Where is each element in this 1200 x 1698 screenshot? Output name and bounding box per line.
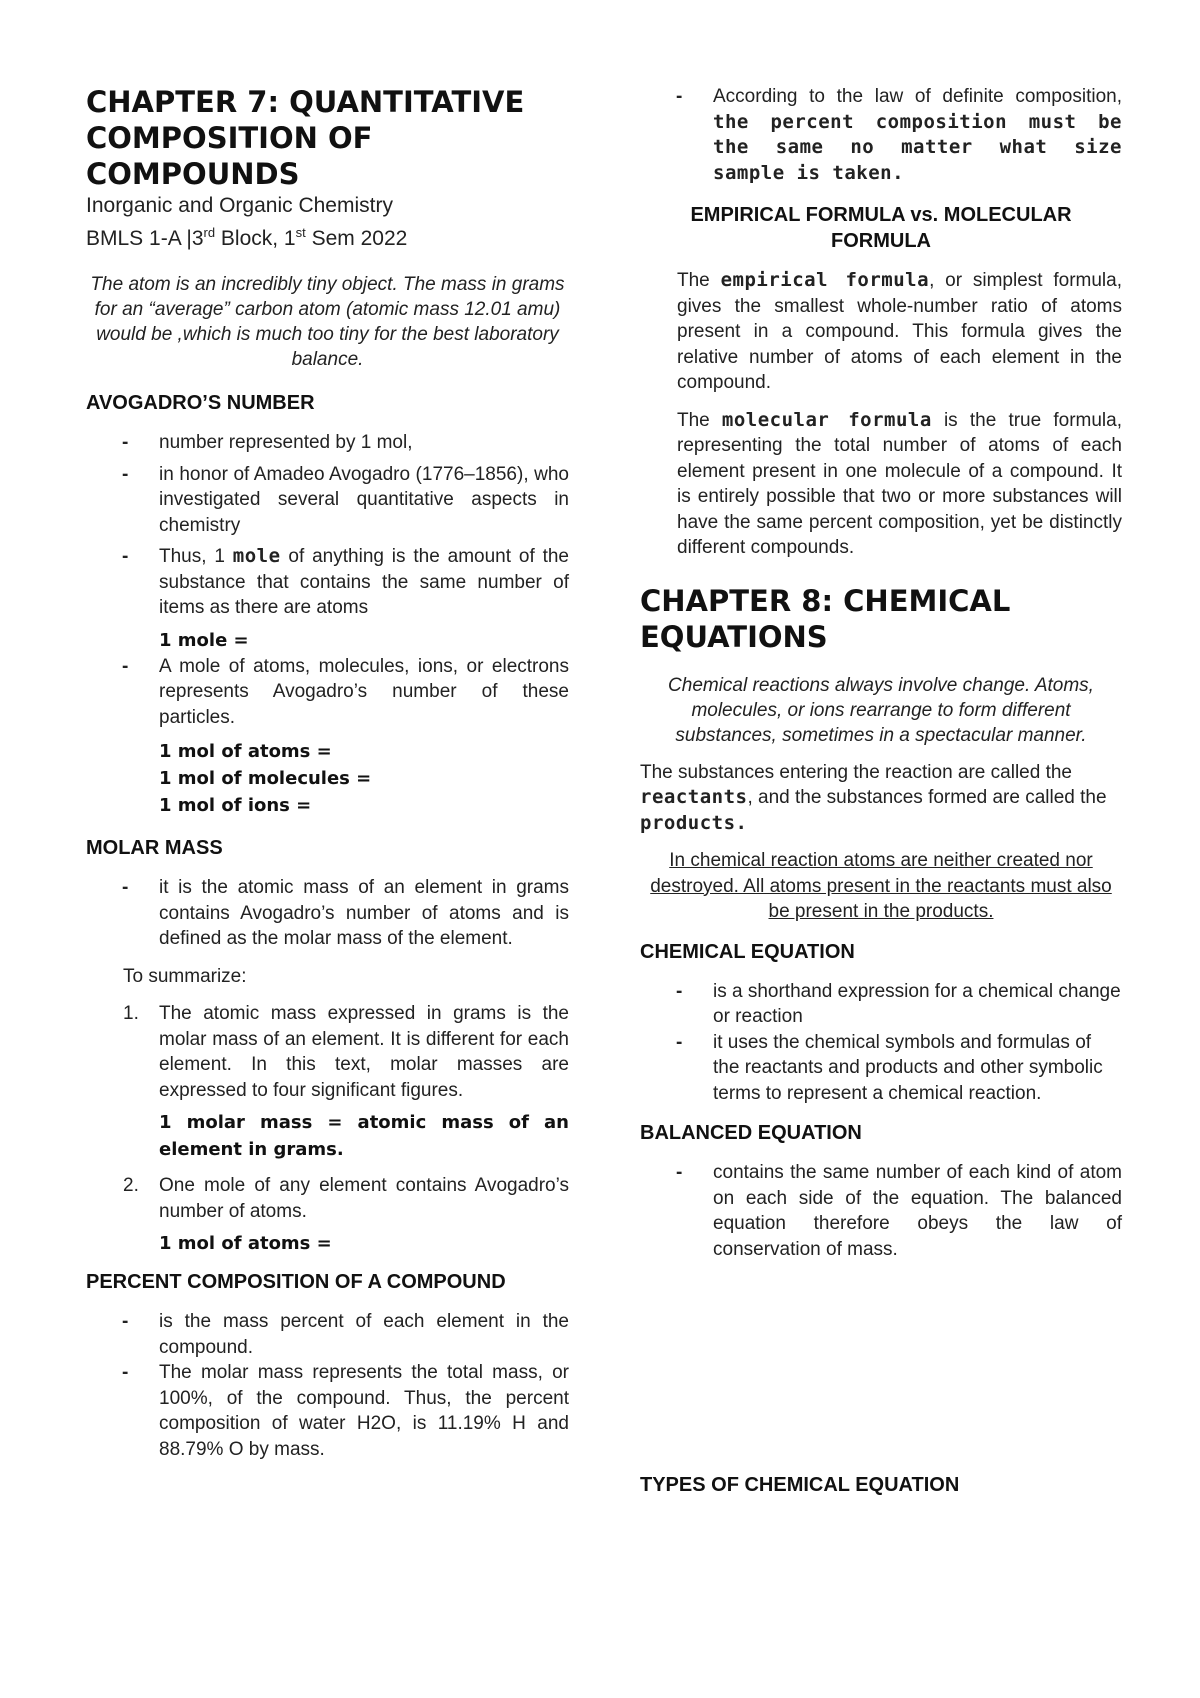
avogadro-heading: AVOGADRO’S NUMBER [86,392,315,414]
list-item: - it uses the chemical symbols and formulas of the reactants and products and other symbolic terms to represent a chemical reaction. [640,1030,1122,1107]
percent-composition-list [86,1309,569,1462]
summary-list-2 [86,1173,569,1224]
mol-atoms-formula: 1 mol of atoms = [159,741,332,762]
list-item: - A mole of atoms, molecules, ions, or electrons represents Avogadro’s number of these particles. [86,654,569,731]
molecular-paragraph: The molecular formula is the true formula, representing the total number of atoms of each element present in one molecule of a compound. It is entirely possible that two or more substances will have the same percent composition, yet be distinctly different compounds. [677,408,1122,558]
summary-list [86,1001,569,1103]
reactants-paragraph: The substances entering the reaction are called the reactants, and the substances formed are called the products. [640,761,1107,834]
balanced-equation-list [640,1160,1122,1262]
summarize-label: To summarize: [123,965,247,987]
block-info: BMLS 1-A |3rd Block, 1st Sem 2022 [86,225,408,250]
chapter-7-intro: The atom is an incredibly tiny object. The mass in grams for an “average” carbon atom (atomic mass 12.01 amu) would be ,which is much too tiny for the best laboratory balance. [90,274,565,370]
mol-molecules-formula: 1 mol of molecules = [159,768,372,789]
list-item: - Thus, 1 mole of anything is the amount of the substance that contains the same number of items as there are atoms [86,544,569,621]
list-item: - in honor of Amadeo Avogadro (1776–1856), who investigated several quantitative aspects in chemistry [86,462,569,539]
one-mole-formula: 1 mole = [159,629,249,651]
empirical-heading: EMPIRICAL FORMULA vs. MOLECULAR FORMULA [690,204,1072,252]
left-column [86,84,569,1462]
balanced-equation-heading: BALANCED EQUATION [640,1122,862,1144]
conservation-statement: In chemical reaction atoms are neither created nor destroyed. All atoms present in the reactants must also be present in the products. [650,850,1112,922]
chapter-7-title: CHAPTER 7: QUANTITATIVE COMPOSITION OF COMPOUNDS [86,85,525,191]
mol-atoms-formula-2: 1 mol of atoms = [159,1233,332,1254]
list-item: - is a shorthand expression for a chemical change or reaction [640,979,1122,1030]
percent-composition-heading: PERCENT COMPOSITION OF A COMPOUND [86,1271,506,1293]
chapter-8-title: CHAPTER 8: CHEMICAL EQUATIONS [640,583,1011,654]
right-column [640,84,1122,1498]
list-item: - contains the same number of each kind of atom on each side of the equation. The balanced equation therefore obeys the law of conservation of mass. [640,1160,1122,1262]
types-heading: TYPES OF CHEMICAL EQUATION [640,1474,960,1496]
empirical-paragraph: The empirical formula, or simplest formula, gives the smallest whole-number ratio of atoms present in a compound. This formula gives the relative number of atoms of each element in the compound. [677,269,1122,393]
list-item: - The molar mass represents the total mass, or 100%, of the compound. Thus, the percent composition of water H2O, is 11.19% H and 88.79% O by mass. [86,1360,569,1462]
molar-mass-list [86,875,569,952]
list-item: - number represented by 1 mol, [86,430,569,456]
molar-mass-heading: MOLAR MASS [86,837,223,859]
list-item: - According to the law of definite composition, the percent composition must be the same no matter what size sample is taken. [640,84,1122,186]
course-name: Inorganic and Organic Chemistry [86,194,393,217]
chemical-equation-list [640,979,1122,1107]
definite-composition-list [640,84,1122,186]
list-item: - is the mass percent of each element in the compound. [86,1309,569,1360]
list-item: 1. The atomic mass expressed in grams is the molar mass of an element. It is different for each element. In this text, molar masses are expressed to four significant figures. [123,1003,569,1101]
chapter-8-intro: Chemical reactions always involve change. Atoms, molecules, or ions rearrange to form different substances, sometimes in a spectacular manner. [668,674,1094,746]
chemical-equation-heading: CHEMICAL EQUATION [640,940,855,963]
molar-mass-formula: 1 molar mass = atomic mass of an element in grams. [159,1112,569,1160]
list-item: 2. One mole of any element contains Avogadro’s number of atoms. [123,1175,569,1222]
avogadro-list [86,430,569,621]
mol-ions-formula: 1 mol of ions = [159,795,312,816]
list-item: - it is the atomic mass of an element in grams contains Avogadro’s number of atoms and is defined as the molar mass of the element. [86,875,569,952]
avogadro-list-2 [86,654,569,731]
